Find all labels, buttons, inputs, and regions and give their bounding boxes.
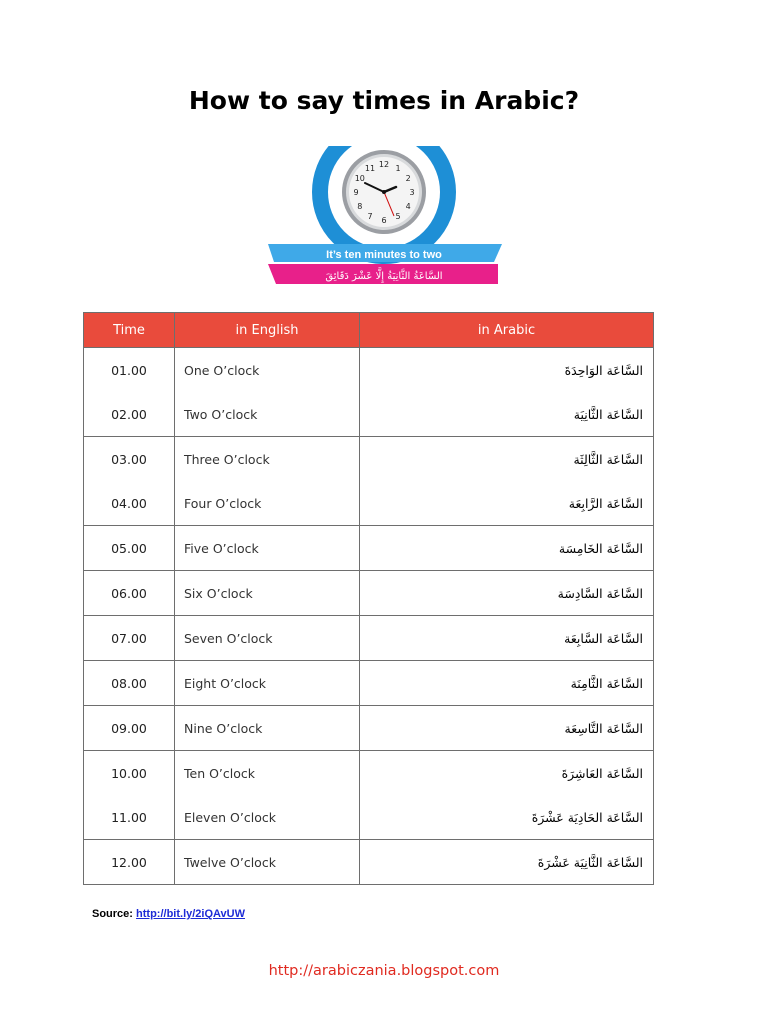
table-row — [84, 661, 654, 706]
time-cell: 03.00 — [84, 437, 175, 482]
arabic-cell: السَّاعَة الحَادِيَة عَشْرَةَ — [360, 795, 654, 840]
banner-arabic-caption: السَّاعَةُ الثَّانِيَةُ إِلَّا عَشْرَ دَقَائِقَ — [325, 271, 443, 282]
page-title: How to say times in Arabic? — [188, 86, 580, 115]
clock-numeral: 2 — [405, 174, 411, 183]
table-header-row — [84, 313, 654, 348]
time-cell: 04.00 — [84, 481, 175, 526]
arabic-cell: السَّاعَة الثَّالِثَة — [360, 437, 654, 482]
time-cell: 08.00 — [84, 661, 175, 706]
time-cell: 07.00 — [84, 616, 175, 661]
english-cell: Eleven O’clock — [175, 795, 360, 840]
arabic-cell: السَّاعَة العَاشِرَةَ — [360, 751, 654, 796]
source-line — [92, 908, 245, 920]
arabic-cell: السَّاعَة السَّادِسَة — [360, 571, 654, 616]
footer-url[interactable]: http://arabiczania.blogspot.com — [268, 963, 500, 979]
english-cell: Two O’clock — [175, 392, 360, 437]
english-cell: Twelve O’clock — [175, 840, 360, 885]
clock-numeral: 9 — [353, 188, 359, 197]
table-row — [84, 571, 654, 616]
table-row — [84, 840, 654, 885]
table-row — [84, 526, 654, 571]
arabic-cell: السَّاعَة الخَامِسَة — [360, 526, 654, 571]
clock-numeral: 6 — [381, 216, 387, 225]
time-cell: 10.00 — [84, 751, 175, 796]
table-row — [84, 481, 654, 526]
header-english: in English — [175, 313, 360, 348]
english-cell: Nine O’clock — [175, 706, 360, 751]
time-cell: 05.00 — [84, 526, 175, 571]
time-cell: 12.00 — [84, 840, 175, 885]
arabic-cell: السَّاعَة الثَّانِيَة عَشْرَةَ — [360, 840, 654, 885]
table-row — [84, 795, 654, 840]
source-label: Source: — [92, 908, 133, 920]
clock-numeral: 1 — [395, 163, 401, 173]
arabic-cell: السَّاعَة الثَّانِيَة — [360, 392, 654, 437]
time-cell: 01.00 — [84, 348, 175, 393]
english-cell: Five O’clock — [175, 526, 360, 571]
header-time: Time — [84, 313, 175, 348]
arabic-cell: السَّاعَة الثَّامِنَة — [360, 661, 654, 706]
english-cell: Four O’clock — [175, 481, 360, 526]
english-cell: Eight O’clock — [175, 661, 360, 706]
table-row — [84, 392, 654, 437]
arabic-cell: السَّاعَة الرَّابِعَة — [360, 481, 654, 526]
english-cell: One O’clock — [175, 348, 360, 393]
banner-english-caption: It’s ten minutes to two — [326, 249, 442, 261]
clock-numeral: 10 — [354, 174, 365, 183]
source-link[interactable]: http://bit.ly/2iQAvUW — [136, 908, 246, 920]
clock-numeral: 3 — [409, 188, 415, 197]
arabic-cell: السَّاعَة الوَاحِدَةَ — [360, 348, 654, 393]
table-row — [84, 706, 654, 751]
times-table — [83, 312, 654, 885]
table-row — [84, 348, 654, 393]
table-row — [84, 437, 654, 482]
time-cell: 06.00 — [84, 571, 175, 616]
arabic-cell: السَّاعَة السَّابِعَة — [360, 616, 654, 661]
time-cell: 02.00 — [84, 392, 175, 437]
clock-numeral: 8 — [357, 202, 363, 211]
english-cell: Three O’clock — [175, 437, 360, 482]
header-arabic: in Arabic — [360, 313, 654, 348]
table-row — [84, 616, 654, 661]
clock-numeral: 12 — [378, 160, 390, 169]
clock-numeral: 11 — [364, 163, 376, 173]
english-cell: Ten O’clock — [175, 751, 360, 796]
clock-numeral: 5 — [395, 212, 401, 222]
table-body — [84, 348, 654, 885]
english-cell: Seven O’clock — [175, 616, 360, 661]
arabic-cell: السَّاعَة التَّاسِعَة — [360, 706, 654, 751]
english-cell: Six O’clock — [175, 571, 360, 616]
clock-icon — [342, 150, 426, 234]
clock-numeral: 7 — [367, 212, 373, 222]
clock-banner-image — [266, 146, 502, 286]
clock-numeral: 4 — [405, 202, 411, 211]
table-row — [84, 751, 654, 796]
time-cell: 11.00 — [84, 795, 175, 840]
time-cell: 09.00 — [84, 706, 175, 751]
